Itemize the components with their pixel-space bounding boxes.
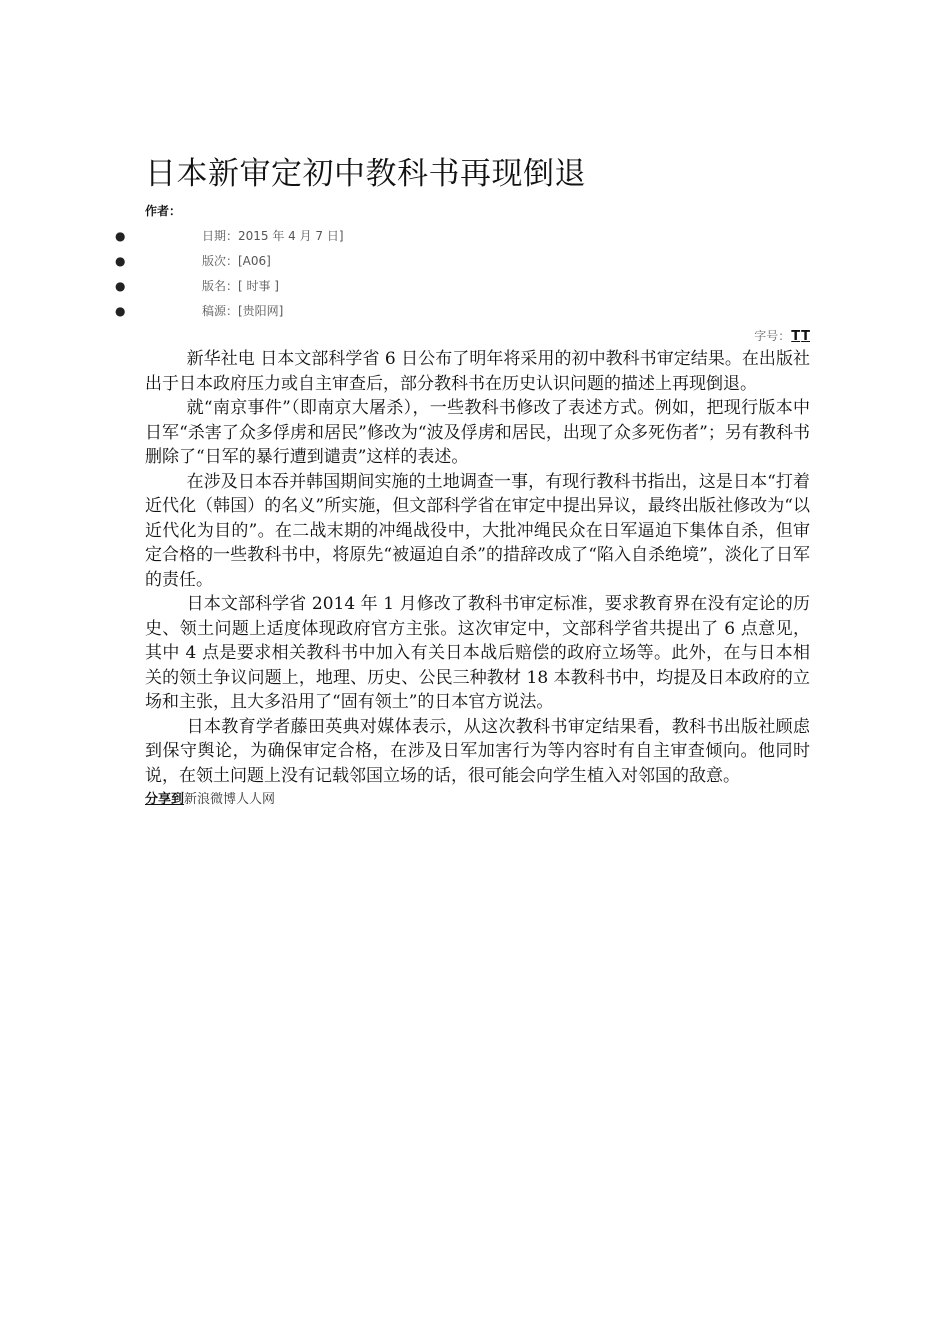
article-paragraph: 日本教育学者藤田英典对媒体表示，从这次教科书审定结果看，教科书出版社顾虑到保守舆论，为确保审定合格，在涉及日军加害行为等内容时有自主审查倾向。他同时说，在领土问题上没有记载邻国立场的话，很可能会向学生植入对邻国的敌意。	[145, 716, 810, 786]
font-size-small-button[interactable]: T	[801, 329, 810, 344]
meta-date: 日期：2015 年 4 月 7 日]	[202, 229, 344, 243]
font-size-control	[145, 325, 810, 347]
article-title: 日本新审定初中教科书再现倒退	[145, 156, 586, 192]
meta-source: 稿源：[贵阳网]	[202, 304, 284, 318]
bullet-icon: ●	[115, 304, 126, 318]
share-label: 分享到	[145, 792, 185, 807]
share-weibo-link[interactable]: 新浪微博	[184, 792, 237, 807]
meta-item-edition	[115, 249, 810, 274]
meta-item-date	[115, 224, 810, 249]
article-body	[145, 347, 810, 788]
bullet-icon: ●	[115, 279, 126, 293]
article-paragraph: 新华社电 日本文部科学省 6 日公布了明年将采用的初中教科书审定结果。在出版社出于日本政府压力或自主审查后，部分教科书在历史认识问题的描述上再现倒退。	[145, 349, 810, 394]
article-page	[115, 150, 810, 810]
meta-edition: 版次：[A06]	[202, 254, 271, 268]
bullet-icon: ●	[115, 229, 126, 243]
article-paragraph: 就“南京事件”（即南京大屠杀），一些教科书修改了表述方式。例如，把现行版本中日军“杀害了众多俘虏和居民”修改为“波及俘虏和居民，出现了众多死伤者”；另有教科书删除了“日军的暴行遭到谴责”这样的表述。	[145, 398, 810, 467]
share-renren-link[interactable]: 人人网	[236, 792, 276, 807]
article-paragraph: 日本文部科学省 2014 年 1 月修改了教科书审定标准，要求教育界在没有定论的历史、领土问题上适度体现政府官方主张。这次审定中，文部科学省共提出了 6 点意见，其中 4 点是要求相关教科书中加入有关日本战后赔偿的政府立场等。此外，在与日本相关的领土争议问题上，地理、历史、公民三种教材 18 本教科书中，均提及日本政府的立场和主张，且大多沿用了“固有领土”的日本官方说法。	[145, 594, 810, 712]
bullet-icon: ●	[115, 254, 126, 268]
author-label: 作者：	[145, 204, 182, 218]
meta-list	[115, 224, 810, 324]
meta-item-source	[115, 299, 810, 324]
article-paragraph: 在涉及日本吞并韩国期间实施的土地调查一事，有现行教科书指出，这是日本“打着近代化（韩国）的名义”所实施，但文部科学省在审定中提出异议，最终出版社修改为“以近代化为目的”。在二战末期的冲绳战役中，大批冲绳民众在日军逼迫下集体自杀，但审定合格的一些教科书中，将原先“被逼迫自杀”的措辞改成了“陷入自杀绝境”，淡化了日军的责任。	[145, 471, 810, 590]
font-size-large-button[interactable]: T	[791, 329, 801, 344]
share-bar	[145, 790, 810, 810]
meta-section: 版名：[ 时事 ]	[202, 279, 279, 293]
meta-item-section	[115, 274, 810, 299]
font-size-label: 字号：	[754, 329, 791, 343]
